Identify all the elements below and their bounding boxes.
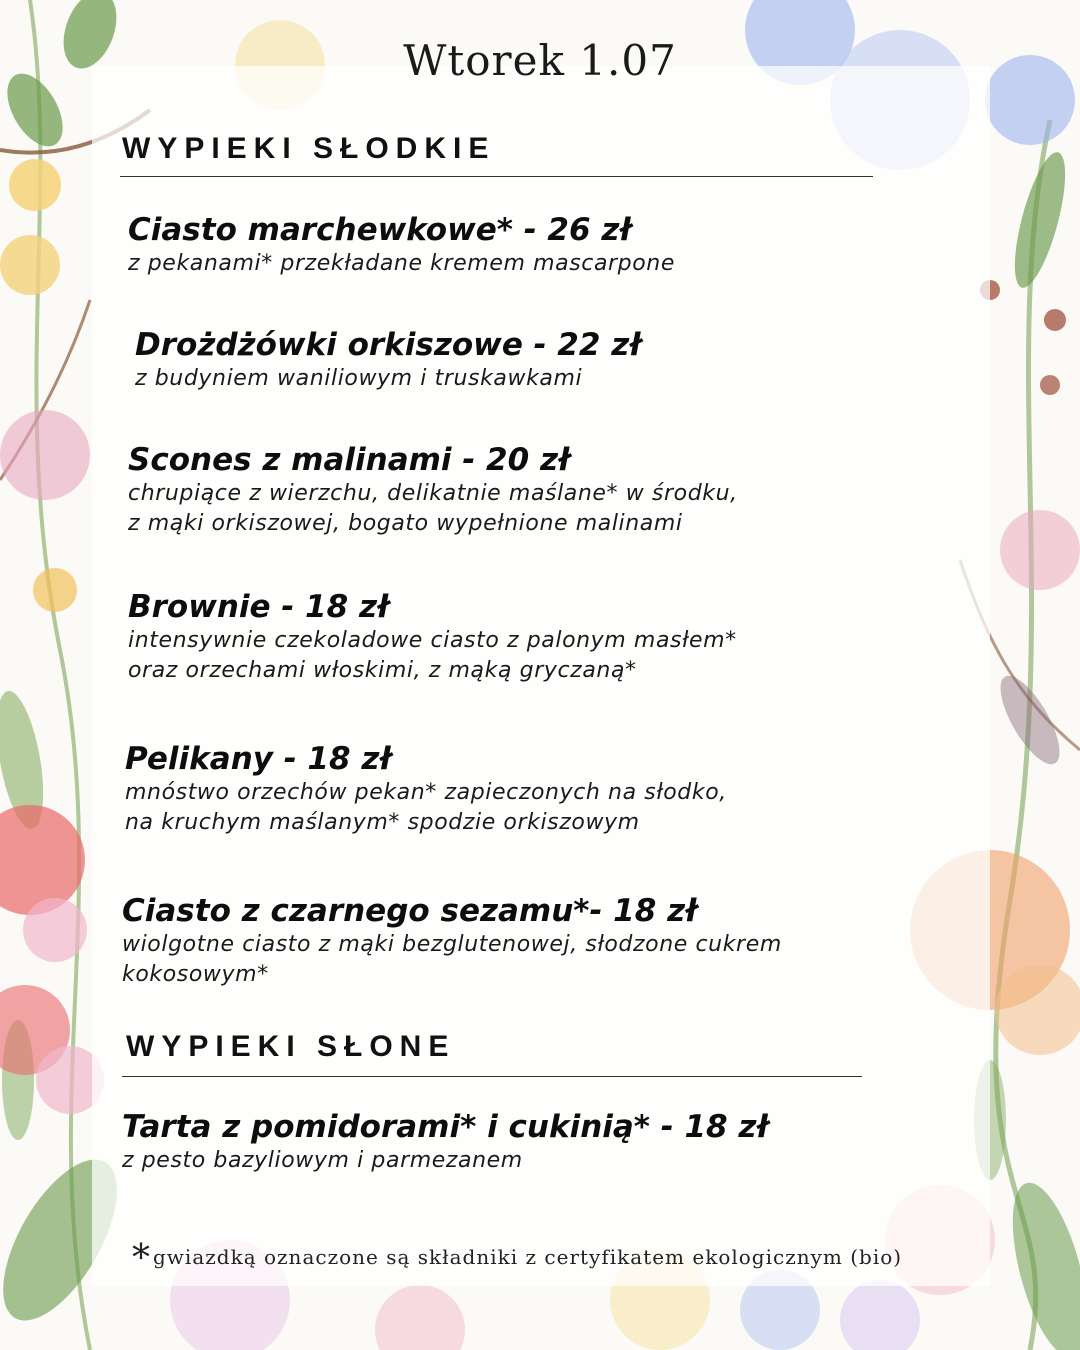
footnote-asterisk: * <box>132 1238 151 1279</box>
item-name: Ciasto marchewkowe* - 26 zł <box>128 212 632 248</box>
item-description: z pekanami* przekładane kremem mascarpone <box>128 251 675 276</box>
menu-item-scones <box>128 441 738 539</box>
section-divider-sweet <box>120 176 873 177</box>
item-description: wiolgotne ciasto z mąki bezglutenowej, słodzone cukrem kokosowym* <box>122 932 782 987</box>
menu-item-tart <box>122 1108 768 1176</box>
item-description: mnóstwo orzechów pekan* zapieczonych na słodko, na kruchym maślanym* spodzie orkiszowym <box>125 780 727 835</box>
item-name: Scones z malinami - 20 zł <box>128 442 570 478</box>
item-name: Tarta z pomidorami* i cukinią* - 18 zł <box>122 1109 769 1145</box>
section-heading-savory: WYPIEKI SŁONE <box>126 1030 456 1063</box>
item-description: intensywnie czekoladowe ciasto z palonym masłem* oraz orzechami włoskimi, z mąką gryczaną* <box>128 628 737 683</box>
item-description: z budyniem waniliowym i truskawkami <box>135 366 583 391</box>
menu-item-yeast-buns <box>135 326 641 394</box>
menu-item-brownie <box>128 588 737 686</box>
menu-item-black-sesame-cake <box>122 892 782 990</box>
item-name: Pelikany - 18 zł <box>125 741 392 777</box>
menu-item-carrot-cake <box>128 211 675 279</box>
menu-item-pelikany <box>125 740 727 838</box>
section-divider-savory <box>122 1076 862 1077</box>
item-name: Drożdżówki orkiszowe - 22 zł <box>135 327 641 363</box>
section-heading-sweet: WYPIEKI SŁODKIE <box>122 132 496 165</box>
item-description: z pesto bazyliowym i parmezanem <box>122 1148 523 1173</box>
item-description: chrupiące z wierzchu, delikatnie maślane* w środku, z mąki orkiszowej, bogato wypełnione malinami <box>128 481 738 536</box>
item-name: Ciasto z czarnego sezamu*- 18 zł <box>122 893 697 929</box>
page-title: Wtorek 1.07 <box>403 36 677 85</box>
item-name: Brownie - 18 zł <box>128 589 389 625</box>
footnote <box>132 1238 902 1279</box>
footnote-text: gwiazdką oznaczone są składniki z certyfikatem ekologicznym (bio) <box>153 1245 903 1269</box>
